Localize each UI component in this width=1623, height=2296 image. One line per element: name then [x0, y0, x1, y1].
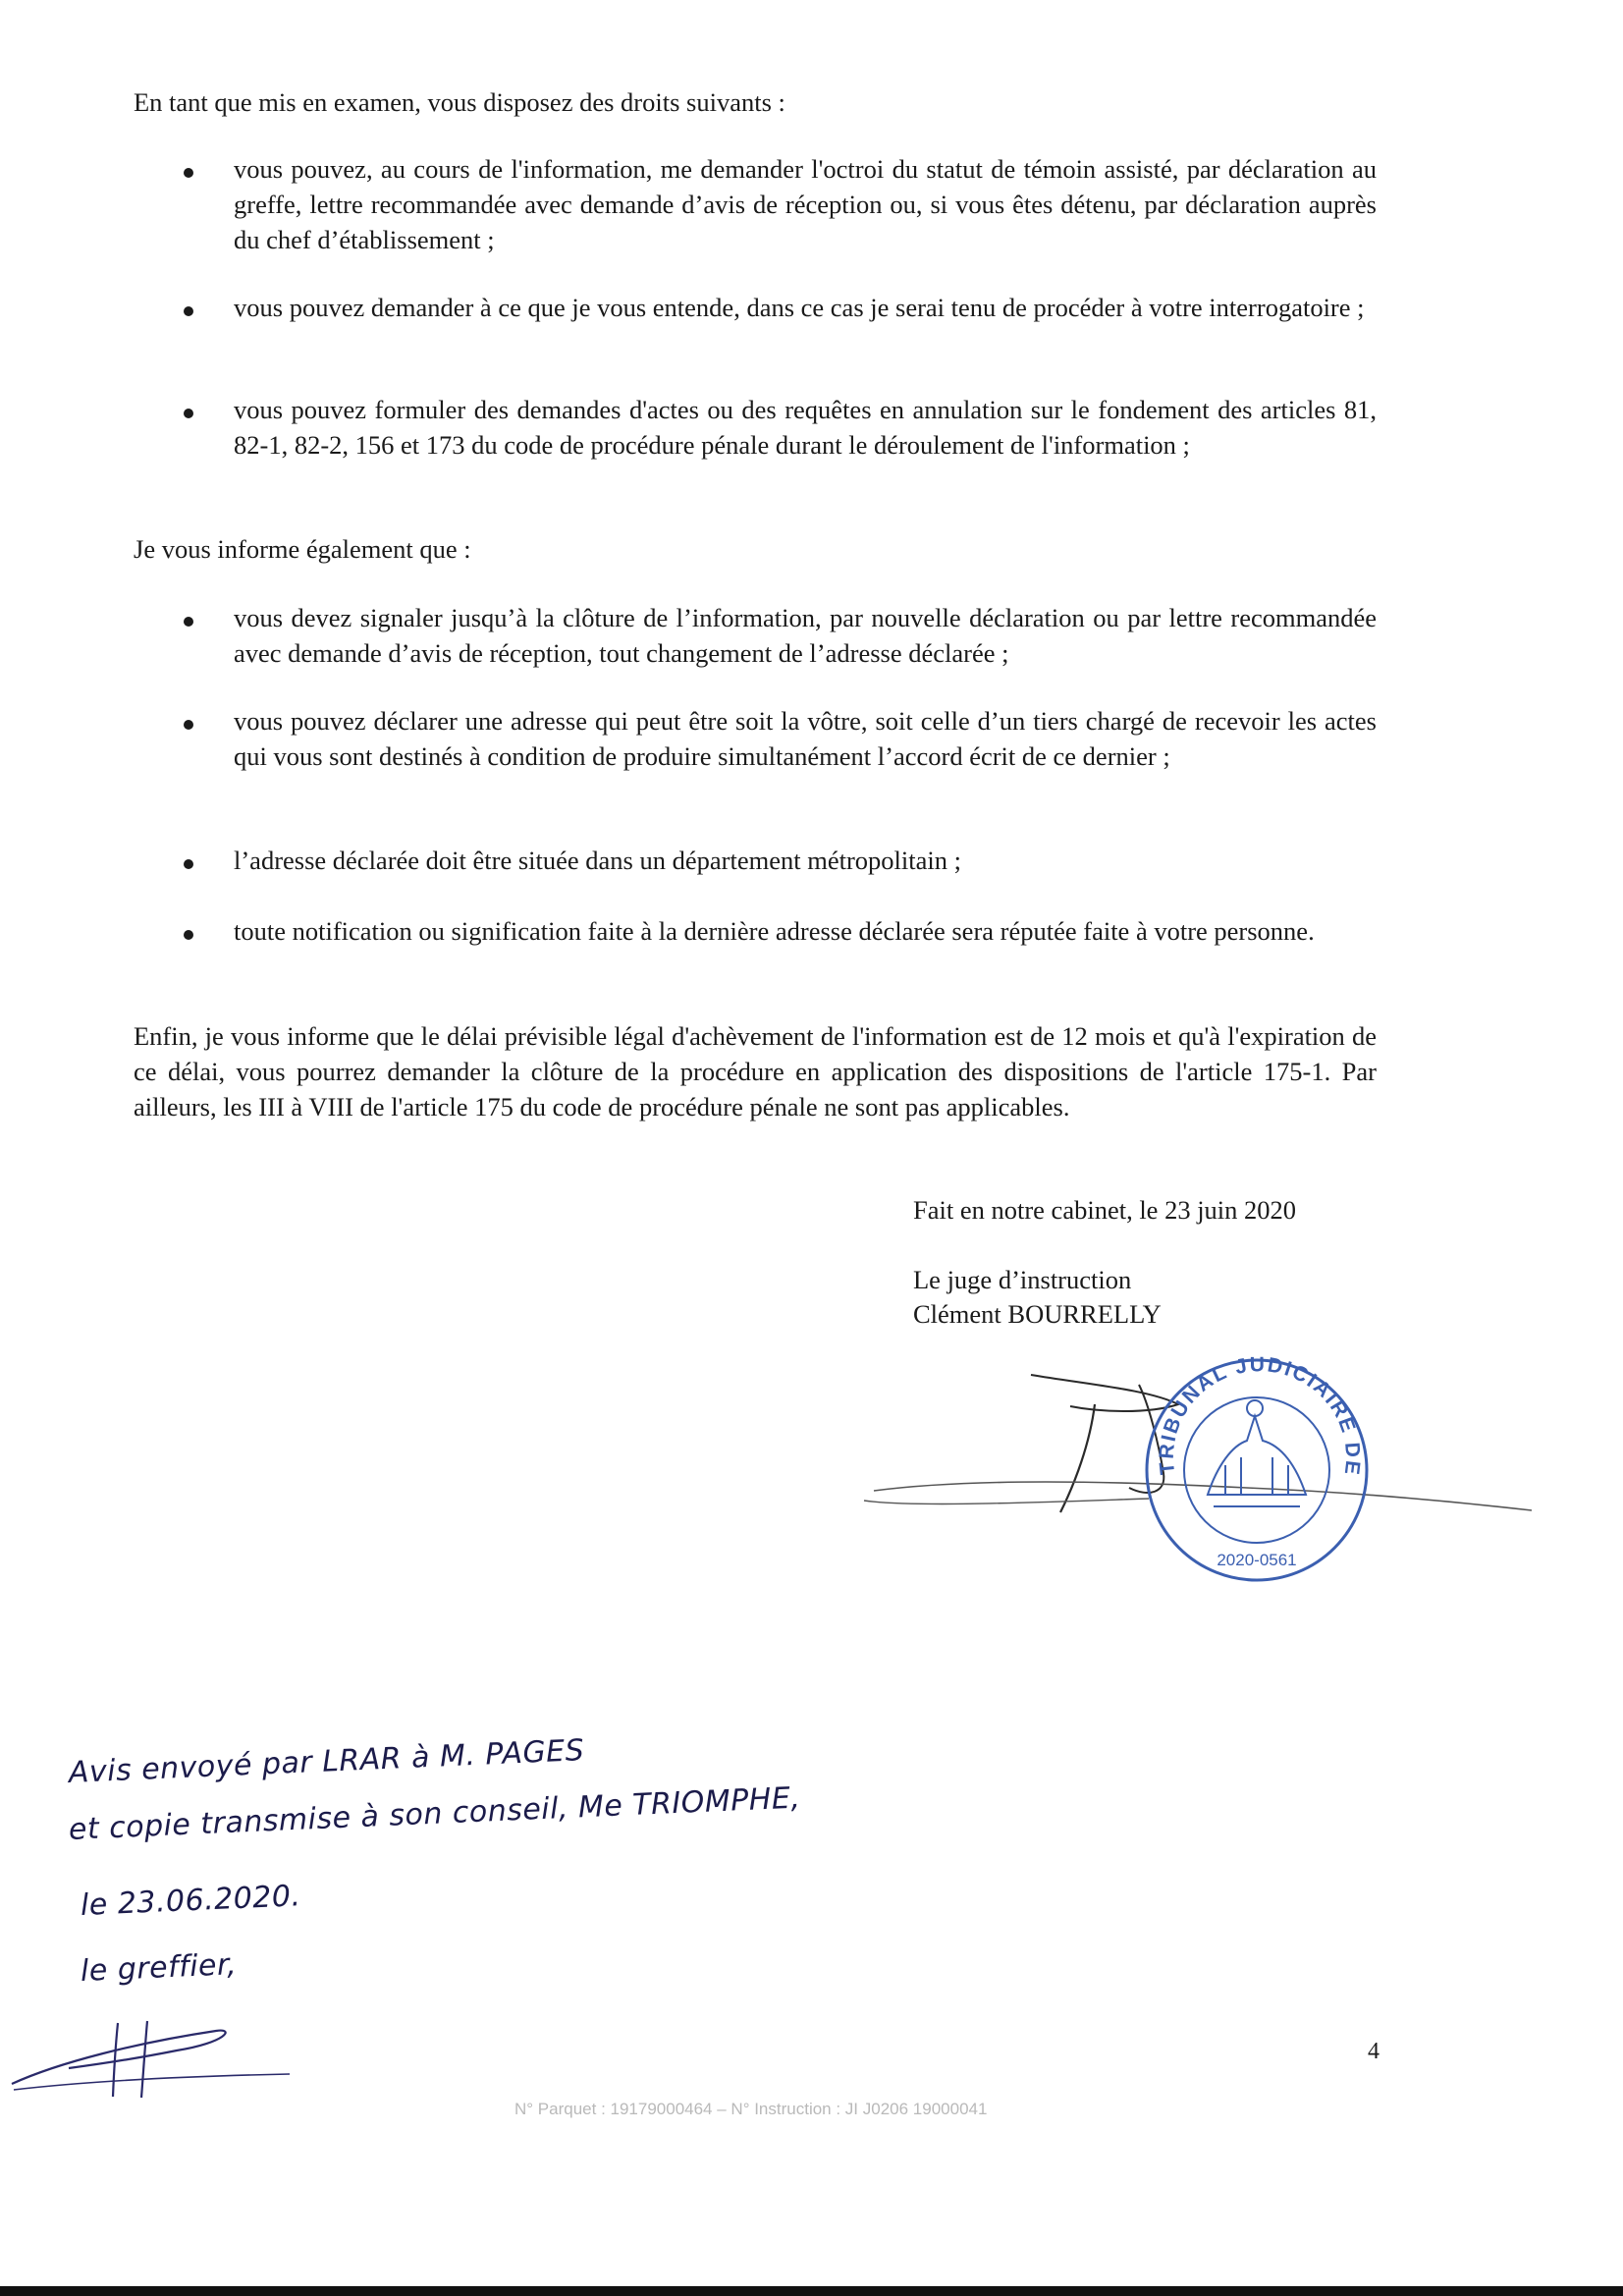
footer-reference: N° Parquet : 19179000464 – N° Instruction : JI J0206 19000041: [514, 2100, 988, 2118]
court-stamp: [1139, 1347, 1375, 1583]
info-item-1: vous devez signaler jusqu’à la clôture de l’information, par nouvelle déclaration ou par lettre recommandée avec demande d’avis de réception, tout changement de l’adresse déclarée ;: [234, 603, 1377, 668]
judge-name: Clément BOURRELLY: [913, 1299, 1162, 1329]
handwritten-line-4: le greffier,: [80, 1947, 238, 1989]
rights-item-1: vous pouvez, au cours de l'information, me demander l'octroi du statut de témoin assisté, par déclaration au greffe, lettre recommandée avec demande d’avis de réception ou, si vous êtes détenu, par déclaration auprès du chef d’établissement ;: [234, 154, 1377, 254]
bullet-dot: [184, 859, 193, 869]
rights-item-2: vous pouvez demander à ce que je vous entende, dans ce cas je serai tenu de procéder à votre interrogatoire ;: [234, 293, 1365, 322]
judge-role: Le juge d’instruction: [913, 1265, 1132, 1294]
handwritten-line-3: le 23.06.2020.: [80, 1879, 302, 1923]
bullet-dot: [184, 409, 193, 418]
stamp-text: TRIBUNAL JUDICIAIRE DE: [1155, 1353, 1365, 1478]
info-item-3: l’adresse déclarée doit être située dans un département métropolitain ;: [234, 846, 961, 875]
svg-text:TRIBUNAL JUDICIAIRE DE PARIS: [1139, 1347, 1364, 1487]
bullet-dot: [184, 720, 193, 730]
handwritten-line-1: Avis envoyé par LRAR à M. PAGES: [68, 1733, 585, 1790]
closing-paragraph: Enfin, je vous informe que le délai prévisible légal d'achèvement de l'information est de 12 mois et qu'à l'expiration de ce délai, vous pourrez demander la clôture de la procédure en application des dispositions de l'article 175-1. Par ailleurs, les III à VIII de l'article 175 du code de procédure pénale ne sont pas applicables.: [134, 1021, 1377, 1121]
bullet-dot: [184, 930, 193, 940]
rights-item-3: vous pouvez formuler des demandes d'actes ou des requêtes en annulation sur le fondement des articles 81, 82-1, 82-2, 156 et 173 du code de procédure pénale durant le déroulement de l'information ;: [234, 395, 1377, 460]
info-item-2: vous pouvez déclarer une adresse qui peut être soit la vôtre, soit celle d’un tiers chargé de recevoir les actes qui vous sont destinés à condition de produire simultanément l’accord écrit de ce dernier ;: [234, 706, 1377, 771]
page-number: 4: [1368, 2039, 1380, 2064]
bullet-dot: [184, 306, 193, 316]
bullet-dot: [184, 617, 193, 627]
intro-info: Je vous informe également que :: [134, 534, 471, 564]
bullet-dot: [184, 168, 193, 178]
clerk-signature: [0, 2003, 314, 2111]
intro-rights: En tant que mis en examen, vous disposez des droits suivants :: [134, 87, 785, 117]
info-item-4: toute notification ou signification faite à la dernière adresse déclarée sera réputée faite à votre personne.: [234, 916, 1315, 946]
scan-edge: [0, 2286, 1623, 2296]
place-date: Fait en notre cabinet, le 23 juin 2020: [913, 1195, 1297, 1225]
stamp-number: 2020-0561: [1217, 1551, 1297, 1569]
handwritten-line-2: et copie transmise à son conseil, Me TRIOMPHE,: [68, 1780, 802, 1847]
